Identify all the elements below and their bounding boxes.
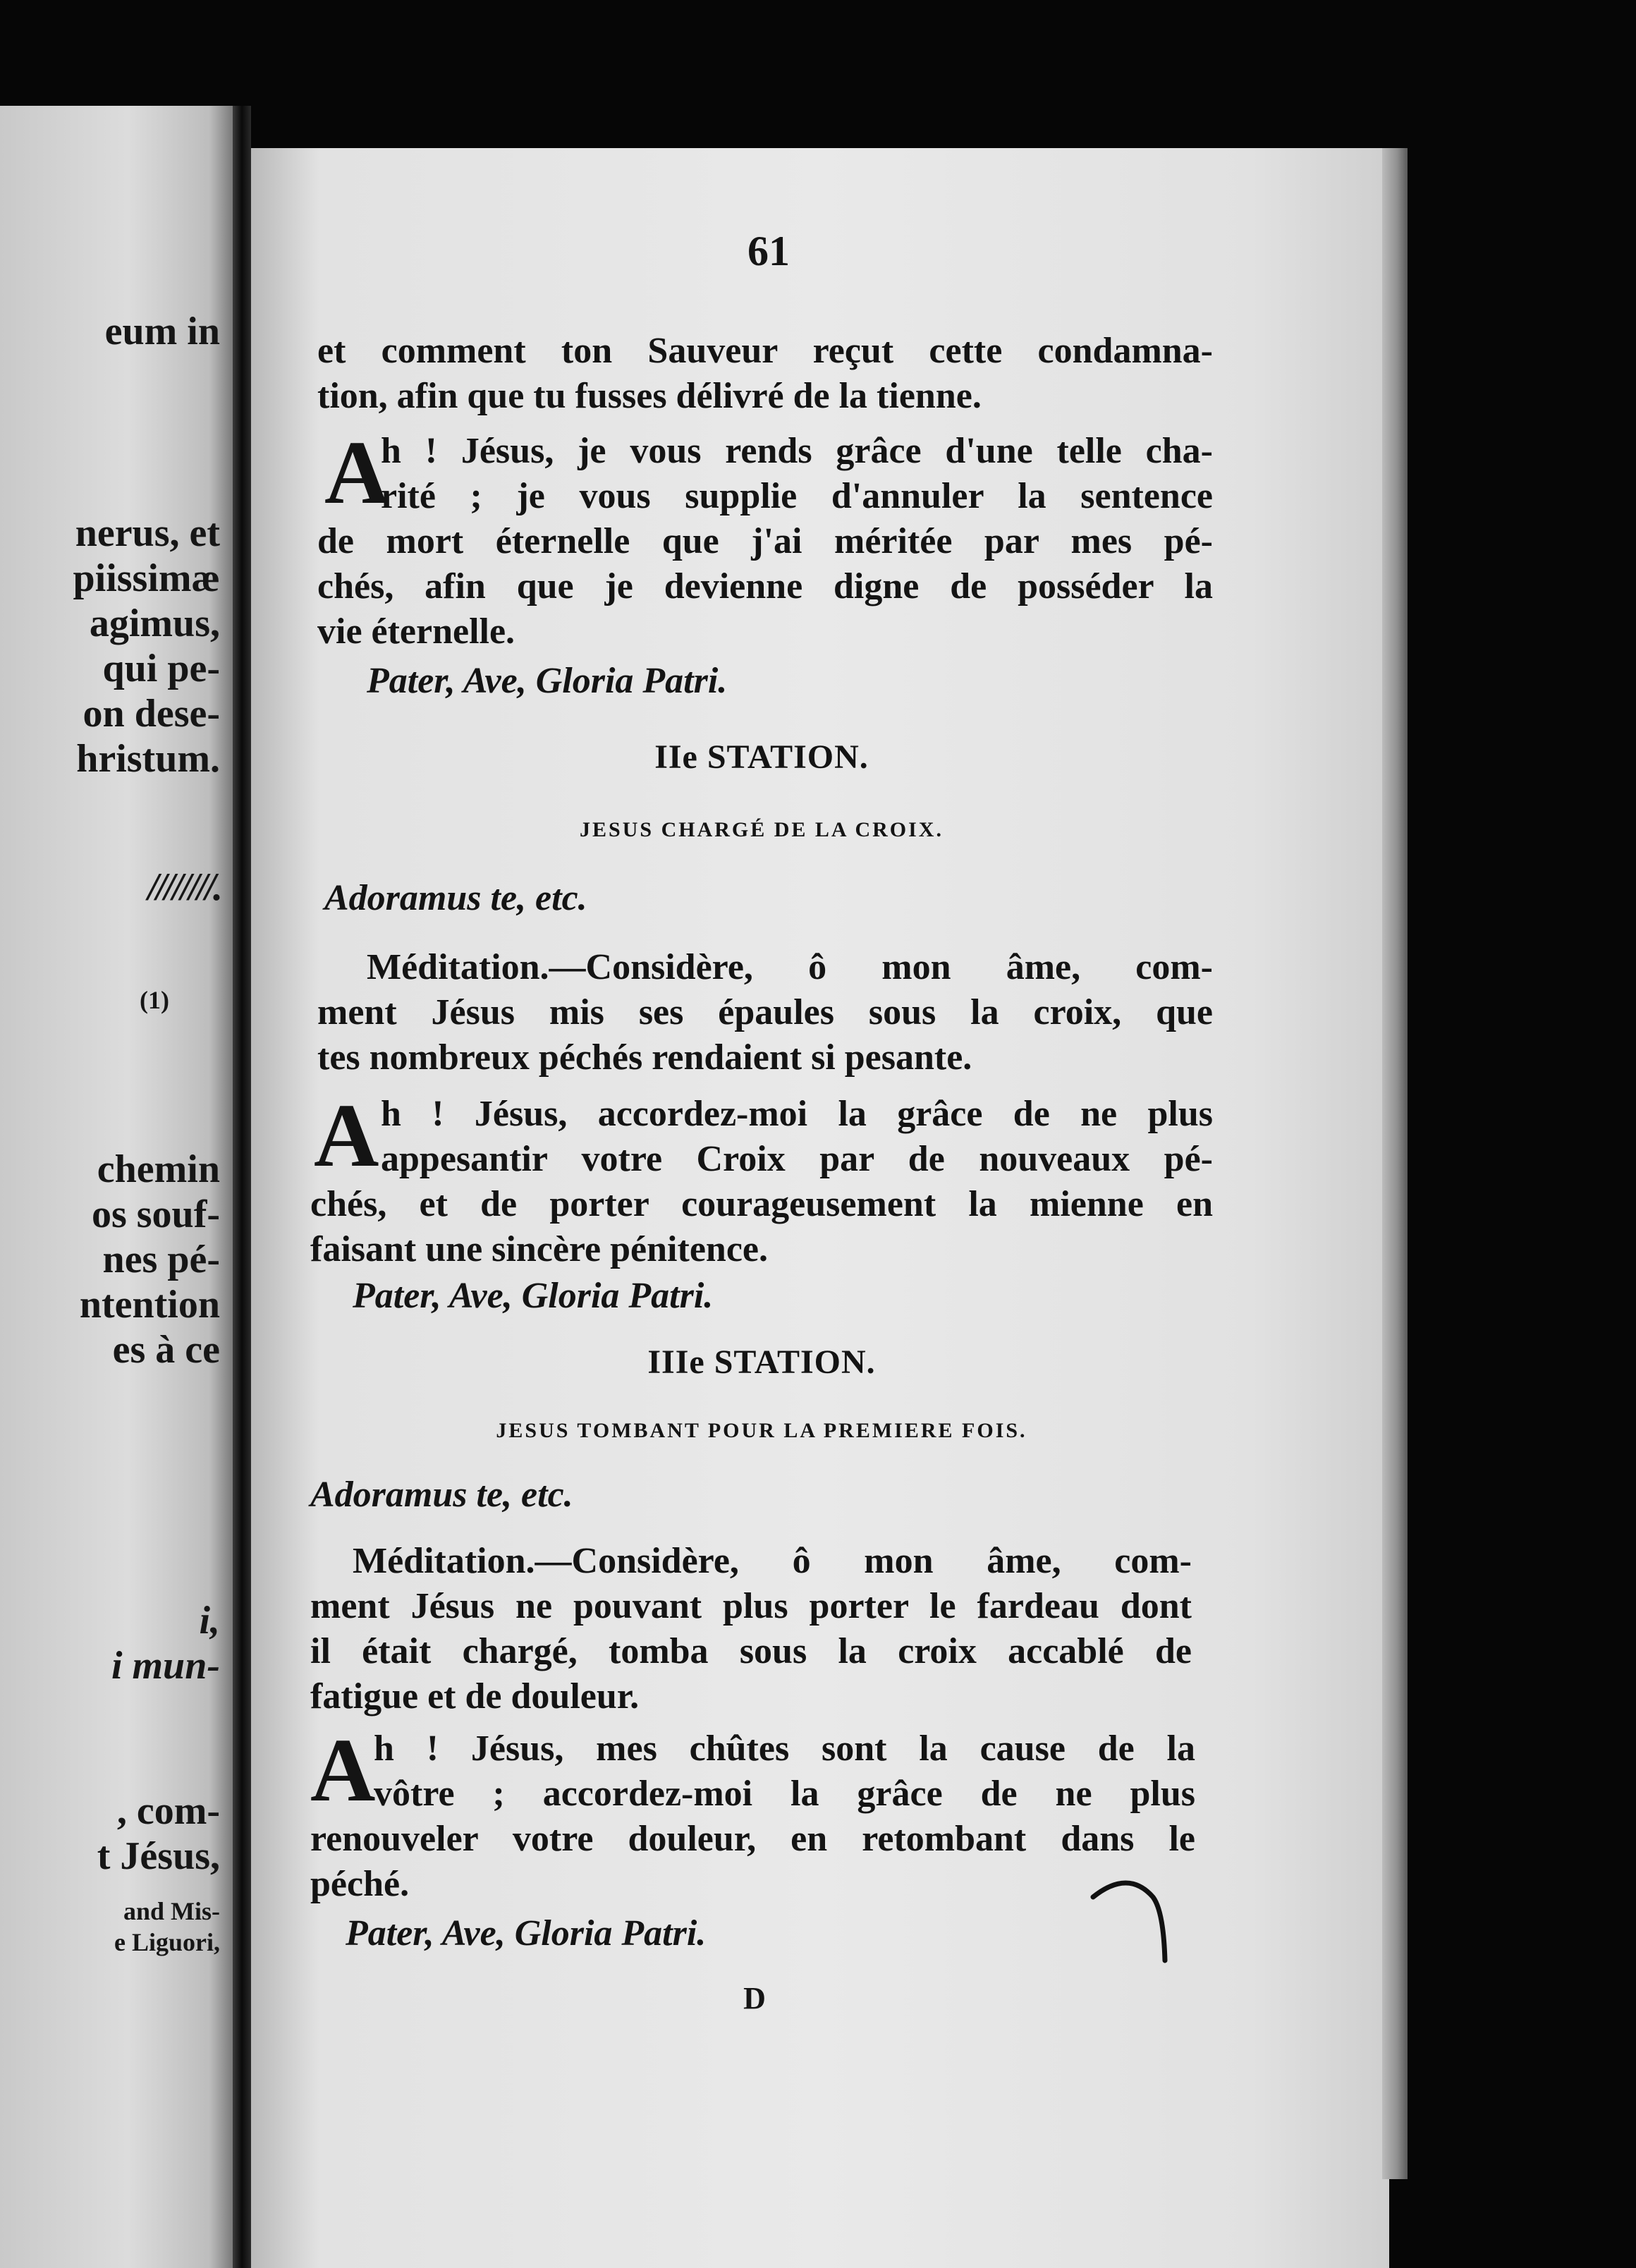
left-page-line: ntention: [79, 1283, 220, 1327]
station-heading: IIIe STATION.: [647, 1343, 876, 1381]
left-page-line: chemin: [97, 1147, 220, 1191]
left-page-line: nes pé-: [102, 1238, 220, 1281]
text-line: renouveler votre douleur, en retombant dans le: [310, 1819, 1195, 1859]
station-subtitle: JESUS CHARGÉ DE LA CROIX.: [580, 818, 944, 841]
meditation-line: ment Jésus ne pouvant plus porter le fardeau dont: [310, 1586, 1192, 1626]
signature-mark: D: [743, 1981, 766, 2016]
pater-ave-line: Pater, Ave, Gloria Patri.: [346, 1913, 707, 1953]
meditation-line: ment Jésus mis ses épaules sous la croix, que: [317, 992, 1213, 1032]
text-line: et comment ton Sauveur reçut cette condamna-: [317, 331, 1213, 371]
meditation-line: il était chargé, tomba sous la croix accablé de: [310, 1631, 1192, 1671]
meditation-line: fatigue et de douleur.: [310, 1676, 640, 1717]
meditation-line: Méditation.—Considère, ô mon âme, com-: [353, 1541, 1192, 1581]
station-subtitle: JESUS TOMBANT POUR LA PREMIERE FOIS.: [496, 1419, 1027, 1442]
text-line: de mort éternelle que j'ai méritée par mes pé-: [317, 521, 1213, 561]
meditation-line: tes nombreux péchés rendaient si pesante.: [317, 1037, 972, 1078]
text-line: h ! Jésus, accordez-moi la grâce de ne plus: [381, 1094, 1213, 1134]
adoramus-line: Adoramus te, etc.: [324, 878, 587, 918]
left-page-line: eum in: [104, 310, 220, 353]
pen-mark-scribble: [1086, 1869, 1192, 1975]
text-line: h ! Jésus, mes chûtes sont la cause de la: [374, 1729, 1195, 1769]
text-line: rité ; je vous supplie d'annuler la sentence: [381, 476, 1213, 516]
text-line: h ! Jésus, je vous rends grâce d'une telle cha-: [381, 431, 1213, 471]
meditation-line: Méditation.—Considère, ô mon âme, com-: [367, 947, 1213, 987]
text-line: tion, afin que tu fusses délivré de la tienne.: [317, 376, 982, 416]
left-page-line: nerus, et: [75, 511, 220, 555]
page-edge: [1382, 148, 1408, 2179]
left-page-footnote: and Mis-: [123, 1897, 220, 1925]
left-page-line: piissimæ: [73, 556, 220, 600]
text-line: faisant une sincère pénitence.: [310, 1229, 768, 1269]
left-page-line: agimus,: [89, 602, 220, 645]
adoramus-line: Adoramus te, etc.: [310, 1475, 573, 1515]
pater-ave-line: Pater, Ave, Gloria Patri.: [367, 661, 728, 701]
text-line: appesantir votre Croix par de nouveaux pé-: [381, 1139, 1213, 1179]
text-line: chés, et de porter courageusement la mienne en: [310, 1184, 1213, 1224]
drop-cap: A: [314, 1085, 379, 1185]
text-line: vôtre ; accordez-moi la grâce de ne plus: [374, 1774, 1195, 1814]
left-page-footnote: e Liguori,: [114, 1928, 220, 1956]
footnote-marker: (1): [140, 986, 169, 1014]
text-line: chés, afin que je devienne digne de posséder la: [317, 566, 1213, 606]
left-page-line: es à ce: [112, 1328, 220, 1372]
text-line: vie éternelle.: [317, 611, 515, 652]
left-page-line: hristum.: [76, 737, 220, 781]
left-page-line: i,: [199, 1599, 220, 1642]
left-page: [0, 106, 233, 2268]
left-page-line: t Jésus,: [97, 1834, 220, 1878]
book-gutter: [233, 106, 251, 2268]
left-page-line: , com-: [116, 1789, 220, 1833]
ornamental-rule: ////////.: [147, 865, 220, 909]
text-line: péché.: [310, 1864, 410, 1904]
station-heading: IIe STATION.: [654, 738, 869, 776]
left-page-line: on dese-: [83, 692, 220, 736]
pater-ave-line: Pater, Ave, Gloria Patri.: [353, 1276, 714, 1316]
drop-cap: A: [324, 422, 390, 523]
page-number: 61: [747, 228, 790, 274]
left-page-line: os souf-: [91, 1193, 220, 1236]
left-page-line: qui pe-: [102, 647, 220, 690]
left-page-line: i mun-: [111, 1644, 220, 1688]
drop-cap: A: [310, 1720, 376, 1820]
